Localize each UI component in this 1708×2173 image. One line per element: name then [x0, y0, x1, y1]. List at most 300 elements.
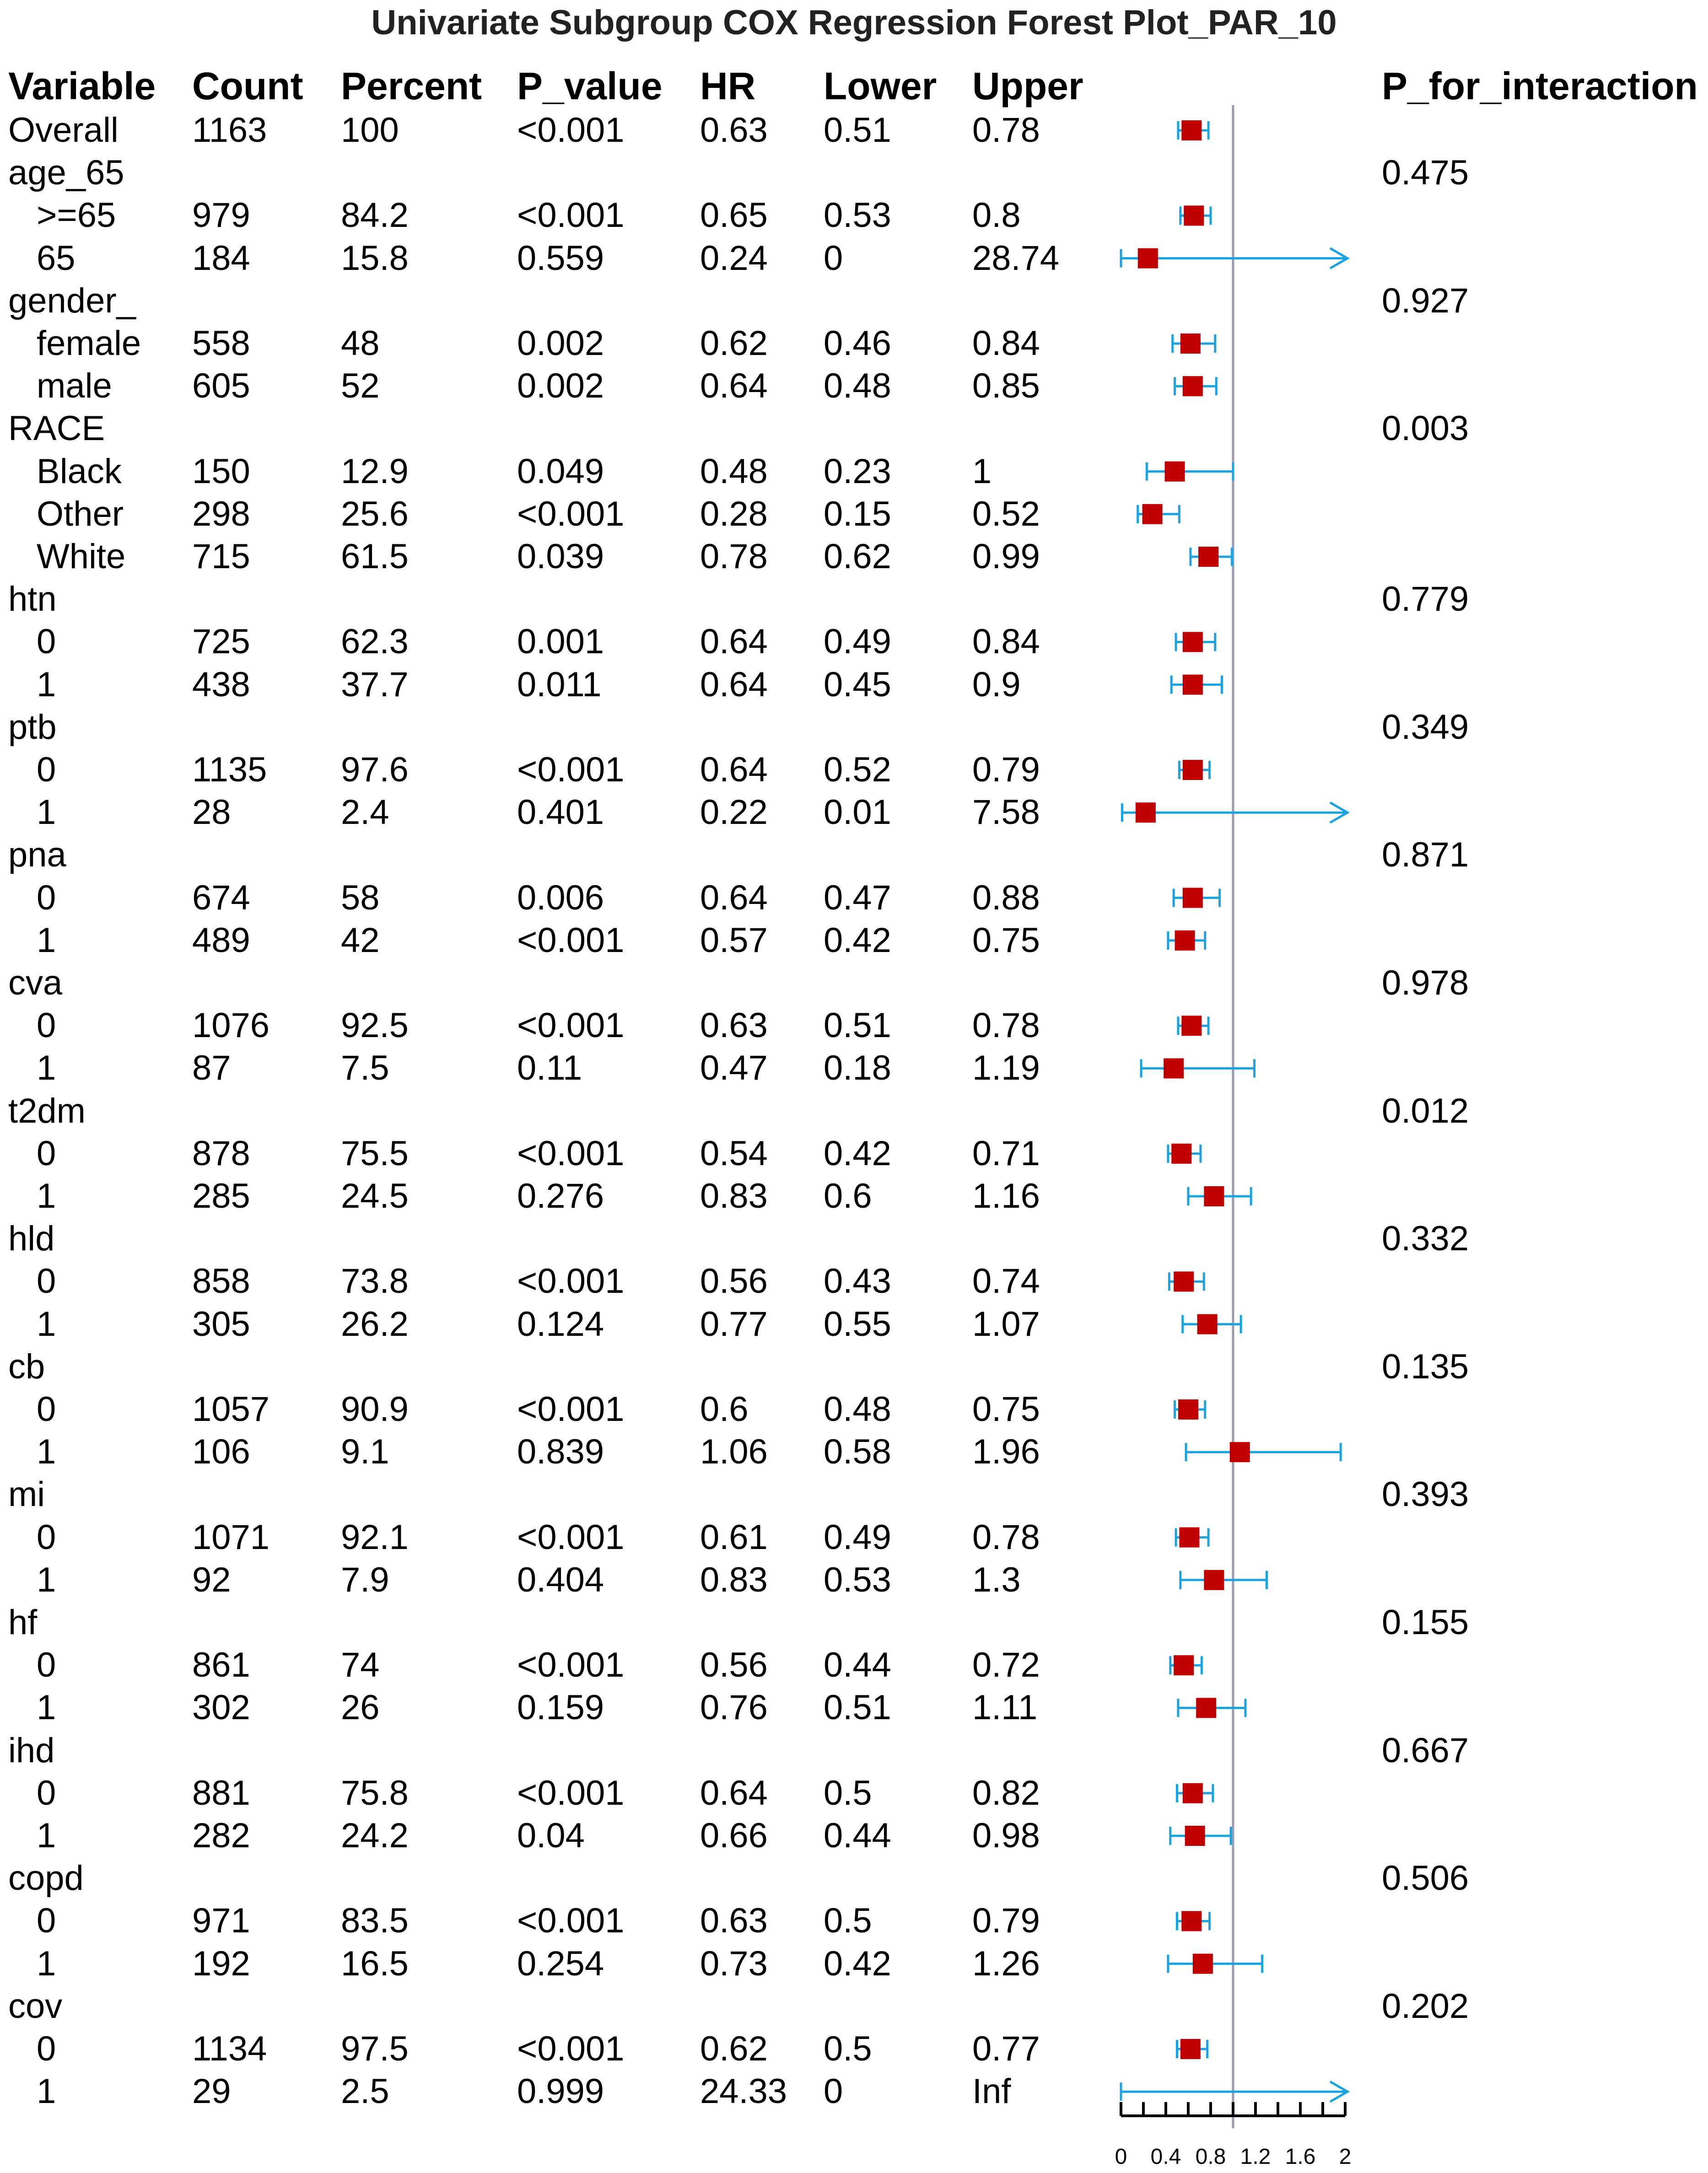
hr-marker — [1184, 205, 1204, 226]
cell-variable: 1 — [37, 920, 56, 960]
cell-hr: 0.66 — [700, 1816, 768, 1855]
hr-marker — [1183, 376, 1203, 396]
cell-variable: 0 — [37, 622, 56, 662]
cell-p-value: 0.002 — [517, 366, 604, 406]
header-percent: Percent — [341, 65, 482, 108]
cell-percent: 24.2 — [341, 1816, 409, 1855]
cell-p-value: <0.001 — [517, 1773, 625, 1813]
cell-p-value: <0.001 — [517, 1517, 625, 1557]
cell-upper: 0.84 — [972, 324, 1040, 363]
cell-upper: 0.78 — [972, 1517, 1040, 1557]
cell-variable: 1 — [37, 2072, 56, 2111]
cell-hr: 0.56 — [700, 1646, 768, 1685]
cell-lower: 0.18 — [824, 1049, 891, 1088]
cell-percent: 73.8 — [341, 1262, 409, 1301]
cell-percent: 58 — [341, 878, 380, 917]
cell-lower: 0.55 — [824, 1304, 891, 1344]
cell-percent: 15.8 — [341, 238, 409, 278]
cell-p-value: 0.006 — [517, 878, 604, 917]
cell-lower: 0.15 — [824, 494, 891, 533]
cell-variable: pna — [8, 835, 66, 875]
cell-variable: male — [37, 366, 112, 406]
cell-p-value: 0.002 — [517, 324, 604, 363]
cell-variable: White — [37, 537, 126, 576]
cell-hr: 0.76 — [700, 1688, 768, 1727]
cell-upper: 0.99 — [972, 537, 1040, 576]
cell-lower: 0.44 — [824, 1816, 891, 1855]
cell-count: 1135 — [192, 750, 267, 789]
cell-p-value: <0.001 — [517, 920, 625, 960]
cell-hr: 0.78 — [700, 537, 768, 576]
cell-lower: 0.51 — [824, 111, 891, 150]
cell-p-interaction: 0.927 — [1382, 281, 1469, 320]
cell-p-interaction: 0.978 — [1382, 963, 1469, 1002]
cell-p-value: <0.001 — [517, 1646, 625, 1685]
cell-upper: 0.79 — [972, 750, 1040, 789]
cell-variable: 0 — [37, 1262, 56, 1301]
cell-percent: 83.5 — [341, 1901, 409, 1941]
cell-upper: 1.11 — [972, 1688, 1038, 1727]
cell-lower: 0.5 — [824, 2029, 872, 2068]
cell-p-value: <0.001 — [517, 750, 625, 789]
hr-marker — [1165, 462, 1185, 482]
cell-variable: hld — [8, 1219, 55, 1259]
cell-lower: 0.49 — [824, 1517, 891, 1557]
x-tick-label: 1.6 — [1285, 2145, 1316, 2169]
cell-p-interaction: 0.012 — [1382, 1091, 1469, 1130]
cell-hr: 0.62 — [700, 324, 768, 363]
cell-variable: 1 — [37, 1688, 56, 1727]
cell-variable: Other — [37, 494, 124, 533]
cell-upper: 0.79 — [972, 1901, 1040, 1941]
hr-marker — [1196, 1698, 1216, 1718]
cell-p-value: 0.011 — [517, 665, 602, 704]
cell-variable: 1 — [37, 1816, 56, 1855]
cell-percent: 62.3 — [341, 622, 409, 662]
cell-lower: 0.49 — [824, 622, 891, 662]
cell-variable: female — [37, 324, 141, 363]
cell-variable: Overall — [8, 111, 119, 150]
hr-marker — [1230, 1442, 1250, 1462]
cell-hr: 0.83 — [700, 1177, 768, 1216]
cell-count: 1076 — [192, 1006, 270, 1045]
cell-count: 150 — [192, 452, 250, 491]
cell-upper: 0.88 — [972, 878, 1040, 917]
hr-marker — [1183, 888, 1203, 908]
hr-marker — [1198, 547, 1218, 567]
x-tick-label: 1.2 — [1240, 2145, 1271, 2169]
cell-variable: 1 — [37, 1049, 56, 1088]
cell-p-interaction: 0.871 — [1382, 835, 1469, 875]
cell-percent: 97.6 — [341, 750, 409, 789]
cell-count: 715 — [192, 537, 250, 576]
cell-variable: 0 — [37, 878, 56, 917]
cell-hr: 0.64 — [700, 665, 768, 704]
cell-lower: 0.23 — [824, 452, 891, 491]
cell-count: 861 — [192, 1646, 250, 1685]
header-hr: HR — [700, 65, 756, 108]
cell-lower: 0.42 — [824, 920, 891, 960]
cell-p-interaction: 0.779 — [1382, 580, 1469, 619]
cell-percent: 37.7 — [341, 665, 409, 704]
cell-hr: 0.24 — [700, 238, 768, 278]
cell-p-value: 0.276 — [517, 1177, 604, 1216]
cell-variable: htn — [8, 580, 57, 619]
cell-variable: 0 — [37, 1134, 56, 1173]
cell-lower: 0.51 — [824, 1006, 891, 1045]
cell-variable: 0 — [37, 750, 56, 789]
cell-p-interaction: 0.475 — [1382, 153, 1469, 193]
cell-count: 858 — [192, 1262, 250, 1301]
cell-upper: 1.16 — [972, 1177, 1040, 1216]
cell-count: 971 — [192, 1901, 250, 1941]
cell-upper: 0.74 — [972, 1262, 1040, 1301]
hr-marker — [1174, 1271, 1194, 1291]
header-upper: Upper — [972, 65, 1083, 108]
header-p-for-interaction: P_for_interaction — [1382, 65, 1698, 108]
cell-upper: 0.78 — [972, 1006, 1040, 1045]
cell-hr: 0.64 — [700, 622, 768, 662]
cell-p-value: 0.159 — [517, 1688, 604, 1727]
cell-lower: 0.5 — [824, 1773, 872, 1813]
cell-hr: 0.47 — [700, 1049, 768, 1088]
cell-count: 302 — [192, 1688, 250, 1727]
cell-p-value: <0.001 — [517, 1901, 625, 1941]
cell-percent: 24.5 — [341, 1177, 409, 1216]
hr-marker — [1180, 2039, 1201, 2059]
cell-hr: 24.33 — [700, 2072, 787, 2111]
cell-percent: 84.2 — [341, 196, 409, 235]
cell-p-interaction: 0.202 — [1382, 1986, 1469, 2026]
cell-p-value: 0.04 — [517, 1816, 585, 1855]
cell-percent: 75.8 — [341, 1773, 409, 1813]
cell-p-value: 0.001 — [517, 622, 604, 662]
cell-hr: 0.63 — [700, 1901, 768, 1941]
cell-p-value: 0.999 — [517, 2072, 604, 2111]
hr-marker — [1178, 1399, 1198, 1420]
cell-hr: 0.62 — [700, 2029, 768, 2068]
cell-upper: 0.71 — [972, 1134, 1040, 1173]
cell-p-value: <0.001 — [517, 196, 625, 235]
cell-count: 558 — [192, 324, 250, 363]
cell-count: 87 — [192, 1049, 231, 1088]
cell-p-value: <0.001 — [517, 494, 625, 533]
hr-marker — [1138, 248, 1158, 269]
cell-percent: 52 — [341, 366, 380, 406]
cell-lower: 0.48 — [824, 1390, 891, 1429]
cell-percent: 25.6 — [341, 494, 409, 533]
cell-hr: 0.22 — [700, 793, 768, 832]
hr-marker — [1181, 1016, 1202, 1036]
cell-lower: 0.42 — [824, 1134, 891, 1173]
hr-marker — [1183, 675, 1203, 695]
header-count: Count — [192, 65, 303, 108]
cell-upper: 0.78 — [972, 111, 1040, 150]
cell-lower: 0.52 — [824, 750, 891, 789]
cell-p-value: 0.039 — [517, 537, 604, 576]
cell-hr: 0.65 — [700, 196, 768, 235]
cell-p-value: 0.401 — [517, 793, 604, 832]
hr-marker — [1193, 1954, 1213, 1974]
cell-variable: mi — [8, 1475, 45, 1514]
cell-p-interaction: 0.155 — [1382, 1603, 1469, 1642]
cell-variable: copd — [8, 1859, 84, 1898]
cell-lower: 0.48 — [824, 366, 891, 406]
cell-variable: gender_ — [8, 281, 136, 320]
cell-variable: >=65 — [37, 196, 116, 235]
cell-count: 1163 — [192, 111, 267, 150]
hr-marker — [1174, 1655, 1194, 1675]
cell-percent: 26 — [341, 1688, 380, 1727]
cell-count: 1071 — [192, 1517, 270, 1557]
cell-lower: 0.53 — [824, 1560, 891, 1599]
cell-variable: ptb — [8, 707, 57, 747]
cell-p-value: 0.124 — [517, 1304, 604, 1344]
cell-variable: cb — [8, 1347, 45, 1386]
cell-hr: 0.54 — [700, 1134, 768, 1173]
cell-upper: 0.52 — [972, 494, 1040, 533]
header-p-value: P_value — [517, 65, 663, 108]
cell-hr: 0.57 — [700, 920, 768, 960]
chart-title: Univariate Subgroup COX Regression Forest Plot_PAR_10 — [371, 3, 1337, 42]
cell-variable: cva — [8, 963, 63, 1002]
hr-marker — [1183, 1783, 1203, 1803]
cell-upper: 1.96 — [972, 1432, 1040, 1472]
cell-p-interaction: 0.393 — [1382, 1475, 1469, 1514]
cell-p-value: 0.049 — [517, 452, 604, 491]
cell-variable: 1 — [37, 1304, 56, 1344]
cell-upper: 0.82 — [972, 1773, 1040, 1813]
cell-hr: 0.48 — [700, 452, 768, 491]
x-tick-label: 0.4 — [1150, 2145, 1181, 2169]
hr-marker — [1183, 760, 1203, 780]
cell-p-interaction: 0.667 — [1382, 1731, 1469, 1770]
cell-lower: 0.42 — [824, 1944, 891, 1983]
cell-hr: 0.64 — [700, 878, 768, 917]
cell-p-value: <0.001 — [517, 1262, 625, 1301]
cell-upper: 1 — [972, 452, 992, 491]
cell-variable: ihd — [8, 1731, 55, 1770]
cell-count: 878 — [192, 1134, 250, 1173]
cell-lower: 0.51 — [824, 1688, 891, 1727]
cell-lower: 0.45 — [824, 665, 891, 704]
hr-marker — [1197, 1314, 1218, 1334]
cell-p-interaction: 0.506 — [1382, 1859, 1469, 1898]
cell-upper: 1.26 — [972, 1944, 1040, 1983]
cell-hr: 0.64 — [700, 750, 768, 789]
cell-variable: age_65 — [8, 153, 124, 193]
cell-lower: 0.53 — [824, 196, 891, 235]
cell-variable: 0 — [37, 1006, 56, 1045]
cell-p-interaction: 0.332 — [1382, 1219, 1469, 1259]
hr-marker — [1136, 802, 1156, 823]
cell-count: 92 — [192, 1560, 231, 1599]
cell-variable: cov — [8, 1986, 63, 2026]
hr-marker — [1175, 931, 1195, 951]
cell-variable: 1 — [37, 1177, 56, 1216]
hr-marker — [1179, 1528, 1199, 1548]
cell-upper: 0.84 — [972, 622, 1040, 662]
cell-count: 305 — [192, 1304, 250, 1344]
cell-lower: 0 — [824, 238, 843, 278]
cell-variable: 0 — [37, 1901, 56, 1941]
cell-variable: 0 — [37, 1773, 56, 1813]
cell-count: 192 — [192, 1944, 250, 1983]
cell-lower: 0.47 — [824, 878, 891, 917]
cell-count: 674 — [192, 878, 250, 917]
x-tick-label: 0.8 — [1195, 2145, 1226, 2169]
hr-marker — [1185, 1826, 1205, 1846]
cell-lower: 0.01 — [824, 793, 891, 832]
cell-percent: 26.2 — [341, 1304, 409, 1344]
hr-marker — [1183, 632, 1203, 652]
cell-variable: 1 — [37, 1944, 56, 1983]
cell-upper: Inf — [972, 2072, 1011, 2111]
cell-hr: 0.63 — [700, 1006, 768, 1045]
cell-p-value: 0.254 — [517, 1944, 604, 1983]
cell-upper: 1.3 — [972, 1560, 1021, 1599]
cell-variable: 0 — [37, 2029, 56, 2068]
cell-percent: 2.4 — [341, 793, 389, 832]
cell-percent: 42 — [341, 920, 380, 960]
cell-lower: 0.62 — [824, 537, 891, 576]
cell-variable: 0 — [37, 1390, 56, 1429]
hr-marker — [1181, 1911, 1202, 1931]
cell-hr: 0.73 — [700, 1944, 768, 1983]
cell-count: 106 — [192, 1432, 250, 1472]
cell-hr: 0.77 — [700, 1304, 768, 1344]
cell-p-interaction: 0.349 — [1382, 707, 1469, 747]
cell-count: 298 — [192, 494, 250, 533]
cell-variable: RACE — [8, 409, 105, 448]
cell-lower: 0.6 — [824, 1177, 872, 1216]
cell-percent: 48 — [341, 324, 380, 363]
cell-upper: 0.85 — [972, 366, 1040, 406]
cell-count: 184 — [192, 238, 250, 278]
cell-hr: 0.61 — [700, 1517, 768, 1557]
cell-percent: 92.1 — [341, 1517, 409, 1557]
cell-lower: 0.58 — [824, 1432, 891, 1472]
hr-marker — [1204, 1186, 1224, 1206]
cell-p-value: <0.001 — [517, 1134, 625, 1173]
x-tick-label: 0 — [1115, 2145, 1127, 2169]
cell-count: 285 — [192, 1177, 250, 1216]
hr-marker — [1171, 1144, 1191, 1164]
hr-marker — [1181, 120, 1202, 140]
hr-marker — [1164, 1058, 1184, 1078]
cell-p-value: <0.001 — [517, 1390, 625, 1429]
cell-p-value: <0.001 — [517, 2029, 625, 2068]
cell-percent: 7.9 — [341, 1560, 389, 1599]
cell-lower: 0.44 — [824, 1646, 891, 1685]
cell-lower: 0.5 — [824, 1901, 872, 1941]
cell-percent: 16.5 — [341, 1944, 409, 1983]
hr-marker — [1142, 504, 1163, 524]
cell-percent: 7.5 — [341, 1049, 389, 1088]
cell-percent: 74 — [341, 1646, 380, 1685]
cell-hr: 0.83 — [700, 1560, 768, 1599]
cell-hr: 0.6 — [700, 1390, 749, 1429]
cell-upper: 0.72 — [972, 1646, 1040, 1685]
cell-percent: 100 — [341, 111, 399, 150]
cell-p-value: 0.11 — [517, 1049, 582, 1088]
cell-count: 725 — [192, 622, 250, 662]
cell-count: 489 — [192, 920, 250, 960]
cell-upper: 0.8 — [972, 196, 1021, 235]
cell-hr: 0.64 — [700, 1773, 768, 1813]
cell-percent: 92.5 — [341, 1006, 409, 1045]
cell-upper: 0.75 — [972, 1390, 1040, 1429]
cell-percent: 2.5 — [341, 2072, 389, 2111]
cell-hr: 1.06 — [700, 1432, 768, 1472]
cell-count: 29 — [192, 2072, 231, 2111]
x-tick-label: 2 — [1339, 2145, 1352, 2169]
cell-percent: 12.9 — [341, 452, 409, 491]
cell-upper: 0.98 — [972, 1816, 1040, 1855]
cell-variable: 1 — [37, 1432, 56, 1472]
cell-lower: 0.46 — [824, 324, 891, 363]
cell-upper: 1.07 — [972, 1304, 1040, 1344]
cell-count: 979 — [192, 196, 250, 235]
cell-upper: 7.58 — [972, 793, 1040, 832]
cell-hr: 0.64 — [700, 366, 768, 406]
cell-variable: Black — [37, 452, 122, 491]
cell-variable: 1 — [37, 1560, 56, 1599]
cell-upper: 0.77 — [972, 2029, 1040, 2068]
cell-hr: 0.63 — [700, 111, 768, 150]
cell-variable: 0 — [37, 1517, 56, 1557]
cell-variable: hf — [8, 1603, 38, 1642]
cell-p-interaction: 0.135 — [1382, 1347, 1469, 1386]
cell-percent: 9.1 — [341, 1432, 389, 1472]
cell-variable: 65 — [37, 238, 75, 278]
cell-lower: 0 — [824, 2072, 843, 2111]
cell-count: 881 — [192, 1773, 250, 1813]
cell-lower: 0.43 — [824, 1262, 891, 1301]
header-variable: Variable — [8, 65, 156, 108]
hr-marker — [1204, 1570, 1224, 1590]
header-lower: Lower — [824, 65, 937, 108]
cell-variable: 1 — [37, 793, 56, 832]
cell-count: 605 — [192, 366, 250, 406]
cell-variable: 1 — [37, 665, 56, 704]
cell-percent: 97.5 — [341, 2029, 409, 2068]
cell-count: 28 — [192, 793, 231, 832]
cell-p-value: 0.839 — [517, 1432, 604, 1472]
cell-p-value: 0.404 — [517, 1560, 604, 1599]
cell-percent: 75.5 — [341, 1134, 409, 1173]
cell-hr: 0.28 — [700, 494, 768, 533]
cell-p-value: 0.559 — [517, 238, 604, 278]
cell-percent: 61.5 — [341, 537, 409, 576]
cell-count: 1134 — [192, 2029, 267, 2068]
hr-marker — [1180, 333, 1201, 354]
cell-p-value: <0.001 — [517, 111, 625, 150]
cell-hr: 0.56 — [700, 1262, 768, 1301]
cell-upper: 28.74 — [972, 238, 1060, 278]
cell-count: 438 — [192, 665, 250, 704]
cell-percent: 90.9 — [341, 1390, 409, 1429]
cell-upper: 0.9 — [972, 665, 1021, 704]
cell-p-value: <0.001 — [517, 1006, 625, 1045]
cell-count: 282 — [192, 1816, 250, 1855]
cell-upper: 1.19 — [972, 1049, 1040, 1088]
cell-variable: t2dm — [8, 1091, 86, 1130]
cell-upper: 0.75 — [972, 920, 1040, 960]
cell-count: 1057 — [192, 1390, 270, 1429]
cell-p-interaction: 0.003 — [1382, 409, 1469, 448]
cell-variable: 0 — [37, 1646, 56, 1685]
